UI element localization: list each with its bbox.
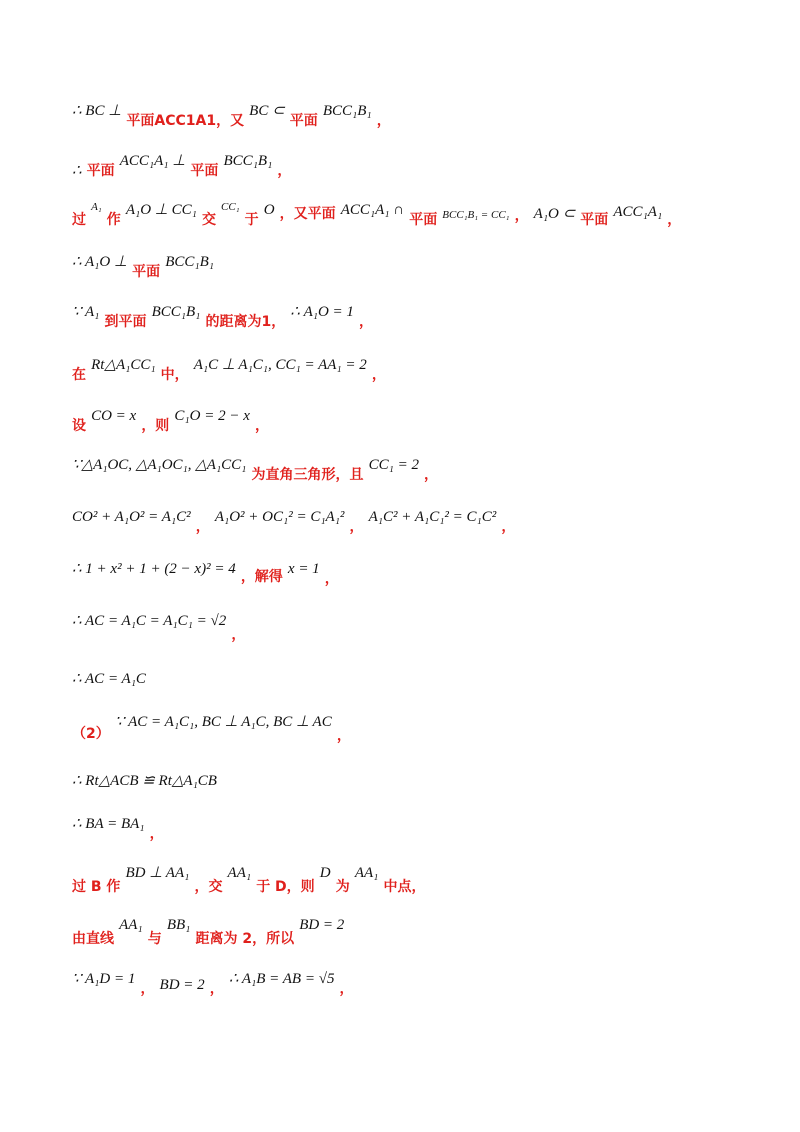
math: D	[319, 865, 331, 881]
math: ∵ A₁	[72, 304, 100, 320]
text: ，解得	[240, 569, 283, 585]
math: ∴ A₁B = AB = √5	[228, 971, 335, 987]
text: 与	[147, 931, 162, 947]
text: ，	[324, 571, 339, 587]
text: ，又平面	[279, 206, 336, 222]
math: BD ⊥ AA₁	[125, 865, 190, 881]
text: ，	[336, 728, 351, 744]
text: ，	[501, 519, 516, 535]
math: ACC₁A₁ ∩	[340, 202, 405, 218]
line-3	[72, 201, 682, 228]
math: CC₁	[221, 201, 240, 213]
text: 由直线	[72, 931, 114, 947]
text: 平面ACC1A1，又	[126, 113, 245, 129]
math: BCC₁B₁	[322, 103, 372, 119]
text: 平面	[289, 113, 318, 129]
line-4	[72, 253, 215, 280]
math: ∴ A₁O ⊥	[72, 254, 128, 270]
text: 交	[201, 212, 216, 228]
math: BC ⊂	[249, 103, 285, 119]
text: ，	[254, 418, 269, 434]
math: CO² + A₁O² = A₁C²	[72, 509, 191, 525]
text: ，	[277, 163, 292, 179]
math: ∴ BA = BA₁	[72, 816, 145, 832]
line-9	[72, 508, 516, 535]
math: CO = x	[91, 408, 137, 424]
text: ，	[514, 208, 529, 224]
math: ∵ AC = A₁C₁, BC ⊥ A₁C, BC ⊥ AC	[114, 714, 332, 730]
text: ，	[371, 367, 386, 383]
math: ∴ BC ⊥	[72, 103, 122, 119]
math: A₁C² + A₁C₁² = C₁C²	[368, 509, 497, 525]
text: ，	[339, 981, 354, 997]
math: ∴ Rt△ACB ≌ Rt△A₁CB	[72, 773, 217, 789]
line-14	[72, 772, 217, 789]
math: BCC₁B₁	[165, 254, 215, 270]
text: ，则	[141, 418, 170, 434]
text: 平面	[132, 264, 161, 280]
math: ACC₁A₁	[613, 204, 663, 220]
text: 平面	[580, 212, 609, 228]
text: ，	[349, 519, 364, 535]
math: CC₁ = 2	[368, 457, 419, 473]
math: ∵ A₁D = 1	[72, 971, 136, 987]
text: ，	[209, 981, 224, 997]
line-13	[72, 713, 351, 744]
line-15	[72, 815, 164, 842]
line-16	[72, 864, 426, 895]
line-8	[72, 456, 439, 483]
math: AA₁	[227, 865, 252, 881]
math: A₁O² + OC₁² = C₁A₁²	[214, 509, 345, 525]
text: ，	[149, 826, 164, 842]
math: BCC₁B₁ = CC₁	[442, 209, 510, 221]
text: 过 B 作	[72, 879, 121, 895]
text: 平面	[409, 212, 438, 228]
math: ∴ A₁O = 1	[290, 304, 354, 320]
math: A₁C ⊥ A₁C₁, CC₁ = AA₁ = 2	[193, 357, 367, 373]
text: 到平面	[104, 314, 147, 330]
math: AA₁	[354, 865, 379, 881]
math: BCC₁B₁	[223, 153, 273, 169]
text: 平面	[190, 163, 219, 179]
math: ∴ AC = A₁C	[72, 671, 146, 687]
text: 的距离为1，	[205, 314, 286, 330]
line-11	[72, 612, 246, 643]
text: 为	[335, 879, 350, 895]
text: ，	[231, 627, 246, 643]
math: A₁	[91, 201, 102, 213]
line-2	[72, 152, 292, 179]
text: 设	[72, 418, 86, 434]
line-10	[72, 560, 339, 587]
math: Rt△A₁CC₁	[91, 357, 156, 373]
text: （2）	[72, 726, 110, 742]
math: A₁O ⊂	[533, 206, 576, 222]
text: 中点，	[383, 879, 426, 895]
text: ，	[424, 467, 439, 483]
math: ∴ AC = A₁C = A₁C₁ = √2	[72, 613, 227, 629]
text: 中，	[160, 367, 189, 383]
line-18	[72, 970, 354, 997]
line-1	[72, 102, 391, 129]
line-5	[72, 303, 374, 330]
math: A₁O ⊥ CC₁	[125, 202, 197, 218]
math: BD = 2	[159, 977, 205, 993]
text: 作	[106, 212, 121, 228]
text: ，	[195, 519, 210, 535]
text: 于 D，则	[256, 879, 315, 895]
text: 于	[244, 212, 259, 228]
math: ∵△A₁OC, △A₁OC₁, △A₁CC₁	[72, 457, 247, 473]
math: O	[263, 202, 275, 218]
text: ，	[376, 113, 391, 129]
line-7	[72, 407, 269, 434]
math: BD = 2	[299, 917, 345, 933]
text: ，	[667, 212, 682, 228]
line-6	[72, 356, 386, 383]
math: BB₁	[166, 917, 191, 933]
line-17	[72, 916, 345, 947]
text: ，	[359, 314, 374, 330]
text: 为直角三角形，且	[251, 467, 364, 483]
math: ACC₁A₁ ⊥	[119, 153, 186, 169]
text: 距离为 2，所以	[195, 931, 295, 947]
text: ，	[140, 981, 155, 997]
math: ∴ 1 + x² + 1 + (2 − x)² = 4	[72, 561, 236, 577]
math: C₁O = 2 − x	[174, 408, 250, 424]
math: AA₁	[119, 917, 143, 933]
text: 平面	[86, 163, 115, 179]
text: ，交	[194, 879, 223, 895]
line-12	[72, 670, 146, 687]
math: x = 1	[287, 561, 320, 577]
text: 在	[72, 367, 86, 383]
math: ∴	[72, 163, 82, 179]
text: 过	[72, 212, 86, 228]
math: BCC₁B₁	[151, 304, 201, 320]
